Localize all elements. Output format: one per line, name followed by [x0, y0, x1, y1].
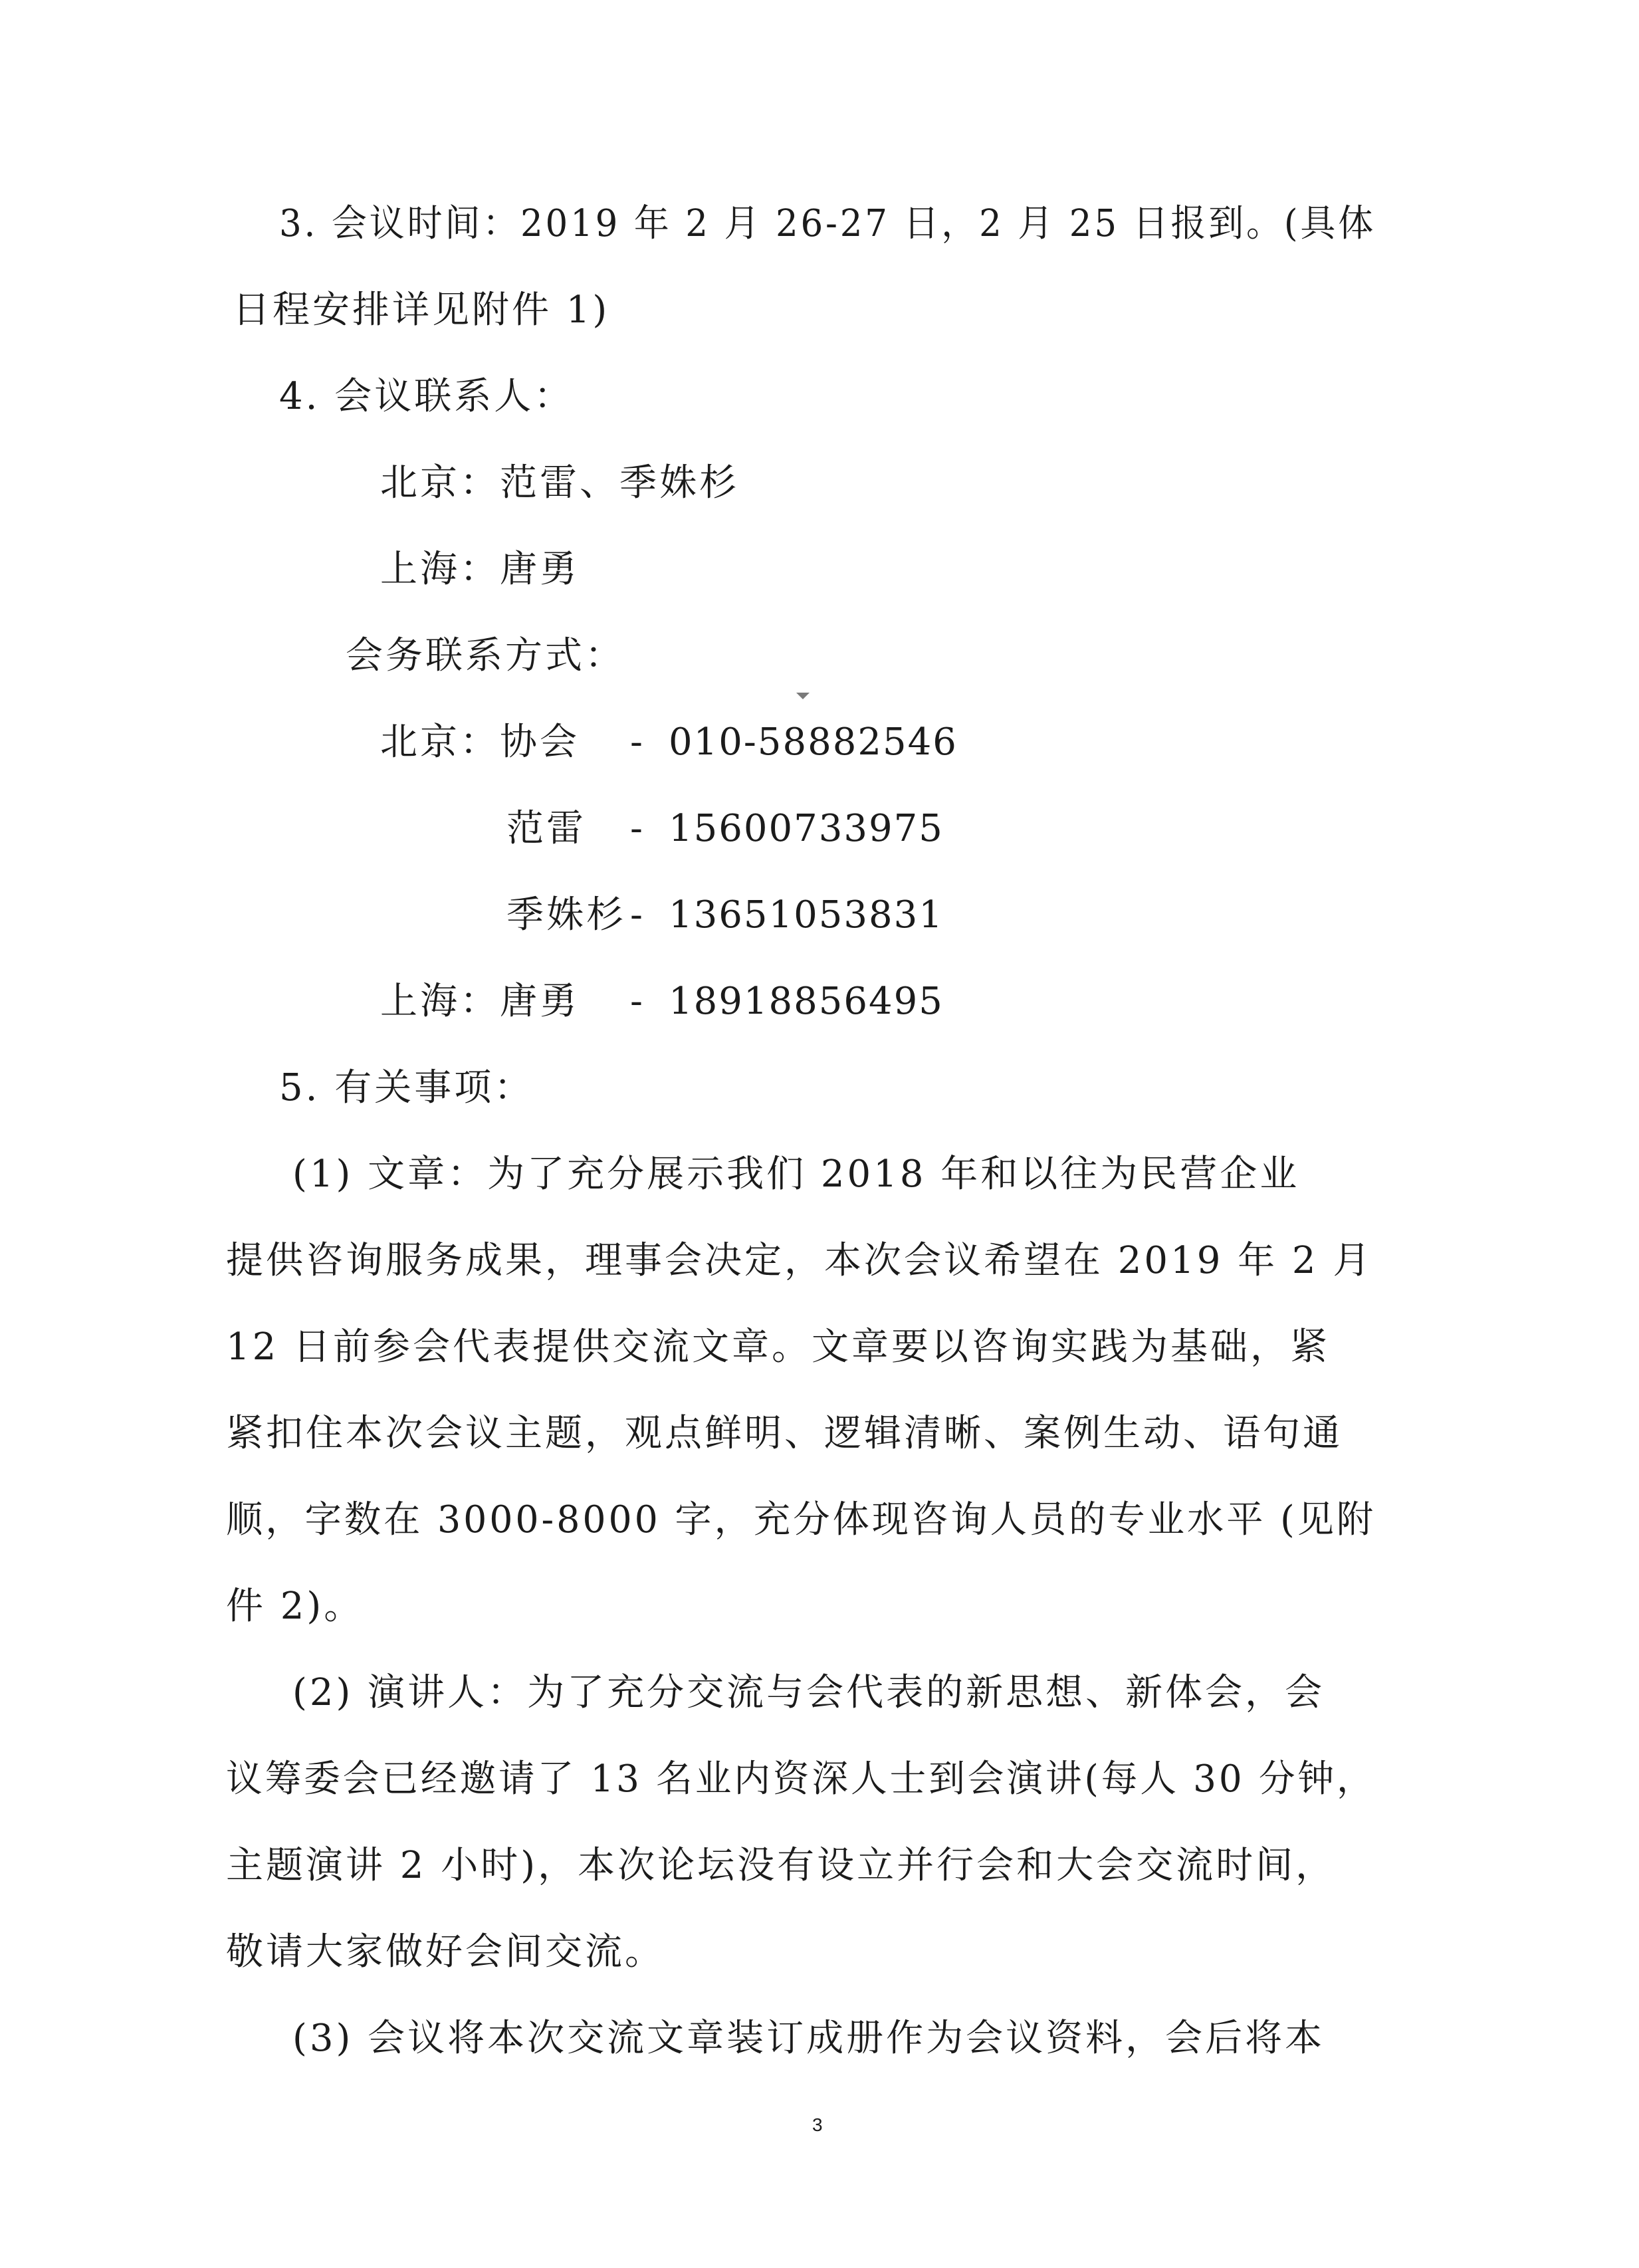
item-2-line: 敬请大家做好会间交流。 [226, 1930, 665, 1974]
section-4-heading: 4. 会议联系人： [279, 375, 574, 418]
item-1-line: (1) 文章：为了充分展示我们 2018 年和以往为民营企业 [292, 1153, 1300, 1196]
item-2-line: (2) 演讲人：为了充分交流与会代表的新思想、新体会，会 [292, 1671, 1325, 1714]
affairs-heading: 会务联系方式： [346, 634, 625, 677]
affairs-dash: - [630, 893, 643, 937]
affairs-dash: - [630, 807, 643, 850]
item-1-line: 提供咨询服务成果，理事会决定，本次会议希望在 2019 年 2 月 [226, 1239, 1373, 1282]
affairs-phone: 18918856495 [669, 980, 944, 1023]
affairs-label: 北京：协会 [380, 721, 580, 764]
affairs-phone: 010-58882546 [669, 721, 958, 764]
item-2-line: 议筹委会已经邀请了 13 名业内资深人士到会演讲(每人 30 分钟， [226, 1758, 1376, 1801]
affairs-label: 季姝杉 [506, 893, 626, 937]
affairs-phone: 15600733975 [669, 807, 944, 850]
scan-speck [796, 693, 810, 699]
item-2-line: 主题演讲 2 小时)，本次论坛没有设立并行会和大会交流时间， [226, 1844, 1336, 1887]
affairs-dash: - [630, 721, 643, 764]
page-number: 3 [812, 2114, 823, 2135]
item-1-line: 件 2)。 [226, 1585, 364, 1628]
item-1-line: 12 日前参会代表提供交流文章。文章要以咨询实践为基础，紧 [226, 1325, 1331, 1369]
contact-beijing: 北京：范雷、季姝杉 [380, 461, 739, 505]
section-3-line-1: 3. 会议时间：2019 年 2 月 26-27 日，2 月 25 日报到。(具体 [279, 202, 1376, 245]
section-3-line-2: 日程安排详见附件 1) [233, 288, 610, 332]
affairs-label: 范雷 [506, 807, 586, 850]
affairs-dash: - [630, 980, 643, 1023]
item-1-line: 顺，字数在 3000-8000 字，充分体现咨询人员的专业水平 (见附 [226, 1498, 1376, 1541]
section-5-heading: 5. 有关事项： [279, 1066, 534, 1109]
item-3-line: (3) 会议将本次交流文章装订成册作为会议资料，会后将本 [292, 2017, 1325, 2060]
contact-shanghai: 上海：唐勇 [380, 548, 580, 591]
affairs-phone: 13651053831 [669, 893, 944, 937]
affairs-label: 上海：唐勇 [380, 980, 580, 1023]
item-1-line: 紧扣住本次会议主题，观点鲜明、逻辑清晰、案例生动、语句通 [226, 1412, 1343, 1455]
